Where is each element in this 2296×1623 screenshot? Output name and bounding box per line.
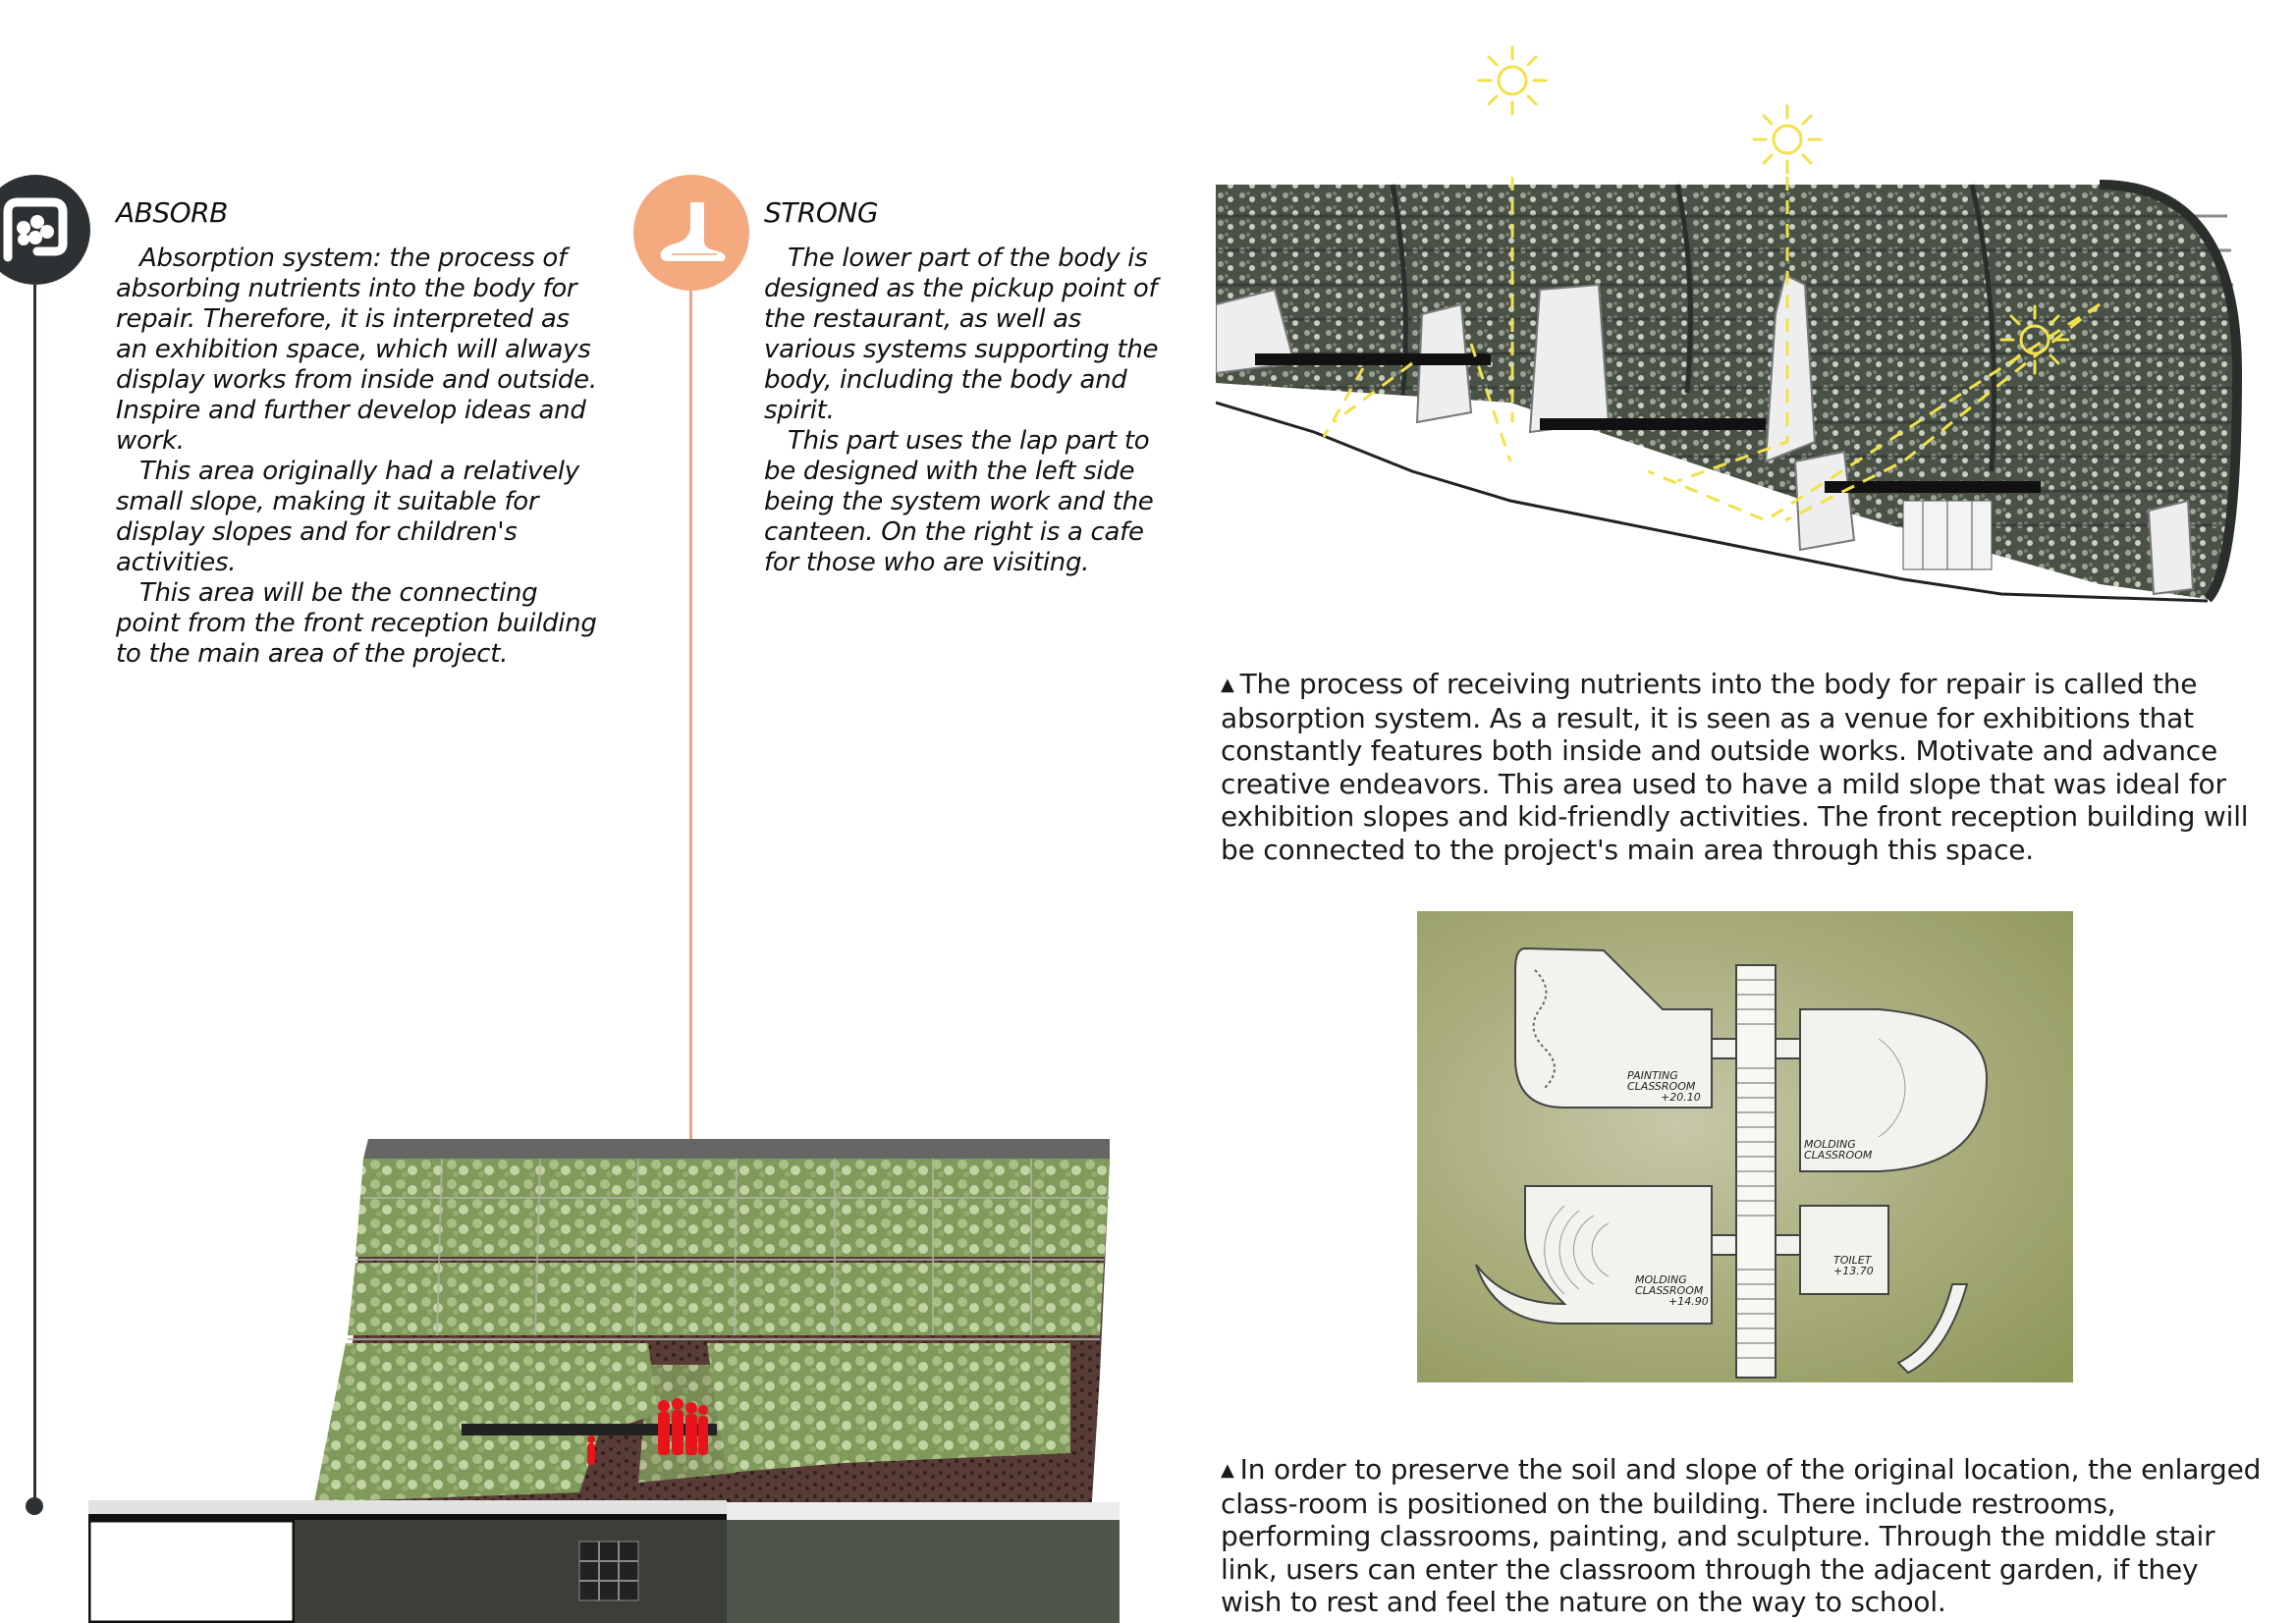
plan-caption-text: In order to preserve the soil and slope of the original location, the enlarged class-room is positioned on the building. There include restrooms, performing classrooms, painting, and sculpture. Through the middle stair link, users can enter the classroom through the adjacent garden, if they wish to rest and feel the nature on the way to school. [1221,1453,2262,1618]
section-caption-text: The process of receiving nutrients into the body for repair is called the absorption system. As a result, it is seen as a venue for exhibitions that constantly features both inside and outside works. Motivate and advance creative endeavors. This area used to have a mild slope that was ideal for exhibition slopes and kid-friendly activities. The front reception building will be connected to the project's main area through this space. [1221,668,2249,866]
building-section-illustration [1216,177,2249,638]
section-caption [1221,668,2267,866]
plan-label-molding-left: MOLDING CLASSROOM [1635,1273,1704,1297]
sun-icon-3 [1995,300,2074,379]
strong-paragraph-2: This part uses the lap part to be designed with the left side being the system work and the canteen. On the right is a cafe for those who are visiting. [764,426,1154,577]
sun-icon-1 [1473,41,1552,120]
strong-paragraph-1: The lower part of the body is designed as the pickup point of the restaurant, as well as various systems supporting the body, including the body and spirit. [764,243,1159,425]
absorb-icon-disc [0,175,90,285]
absorb-body [116,243,597,670]
building-elevation-illustration [88,1139,1120,1623]
plan-label-painting: PAINTING CLASSROOM [1627,1069,1696,1093]
sun-icon-2 [1748,100,1827,179]
triangle-bullet-icon: ▲ [1221,675,1234,695]
absorb-paragraph-3: This area will be the connecting point from the front reception building to the main area of the project. [116,578,597,669]
absorb-title: ABSORB [116,196,228,229]
intestine-icon [0,189,77,271]
absorb-timeline-dot [26,1497,43,1515]
floor-plan [1417,911,2073,1382]
absorb-paragraph-1: Absorption system: the process of absorbing nutrients into the body for repair. Therefore, it is interpreted as an exhibition space, which will always display works from inside and outside. Inspire and further develop ideas and work. [116,243,597,456]
absorb-timeline-line [33,285,36,1502]
foot-icon [652,193,731,272]
plan-label-painting-level: +20.10 [1661,1091,1701,1104]
strong-body [764,243,1167,578]
triangle-bullet-icon: ▲ [1221,1460,1234,1481]
absorb-paragraph-2: This area originally had a relatively small slope, making it suitable for display slopes and for children's activities. [116,457,579,577]
plan-label-molding-right: MOLDING CLASSROOM [1804,1138,1873,1162]
plan-label-toilet-level: +13.70 [1833,1265,1874,1277]
plan-label-molding-left-level: +14.90 [1668,1295,1709,1308]
plan-label-toilet: TOILET [1833,1254,1872,1267]
strong-icon-disc [633,175,749,291]
strong-title: STRONG [764,196,879,229]
plan-caption [1221,1453,2267,1619]
